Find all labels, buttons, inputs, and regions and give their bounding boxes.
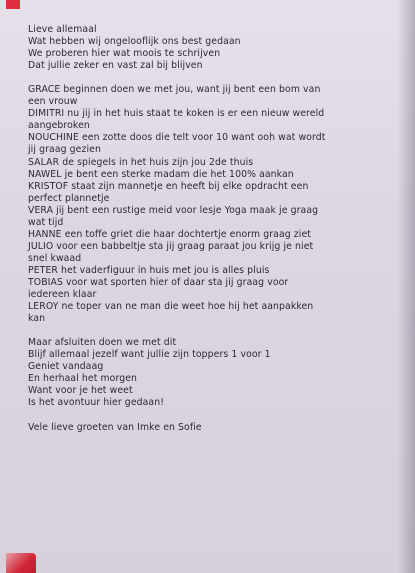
people-block <box>28 84 384 325</box>
person-line: LEROY ne toper van ne man die weet hoe hij het aanpakken <box>28 301 314 313</box>
intro-line: We proberen hier wat moois te schrijven <box>28 48 221 60</box>
closing-line: En herhaal het morgen <box>28 373 138 385</box>
intro-line: Dat jullie zeker en vast zal bij blijven <box>28 60 203 72</box>
page-shadow-edge <box>397 0 415 573</box>
closing-line: Blijf allemaal jezelf want jullie zijn toppers 1 voor 1 <box>28 349 271 361</box>
person-line: wat tijd <box>28 216 64 228</box>
person-line: NOUCHINE een zotte doos die telt voor 10 want ooh wat wordt <box>28 132 326 144</box>
greeting-line: Lieve allemaal <box>28 24 97 35</box>
closing-line: Is het avontuur hier gedaan! <box>28 397 165 409</box>
closing-line: Maar afsluiten doen we met dit <box>28 337 177 349</box>
spacer <box>28 72 384 84</box>
person-line: GRACE beginnen doen we met jou, want jij bent een bom van <box>28 84 321 96</box>
red-corner-top <box>6 0 20 9</box>
person-line: KRISTOF staat zijn mannetje en heeft bij elke opdracht een <box>28 180 309 192</box>
person-line: HANNE een toffe griet die haar dochtertje enorm graag ziet <box>28 228 312 240</box>
person-line: perfect plannetje <box>28 192 110 204</box>
signature-line: Vele lieve groeten van Imke en Sofie <box>28 421 202 433</box>
intro-block <box>28 24 384 72</box>
person-line: VERA jij bent een rustige meid voor lesje Yoga maak je graag <box>28 204 319 216</box>
intro-line: Wat hebben wij ongelooflijk ons best gedaan <box>28 36 241 48</box>
closing-line: Want voor je het weet <box>28 385 133 397</box>
person-line: snel kwaad <box>28 252 82 264</box>
person-line: JULIO voor een babbeltje sta jij graag paraat jou krijg je niet <box>28 240 314 252</box>
person-line: iedereen klaar <box>28 289 97 301</box>
person-line: PETER het vaderfiguur in huis met jou is alles pluis <box>28 264 270 276</box>
closing-line: Geniet vandaag <box>28 361 104 373</box>
person-line: aangebroken <box>28 120 90 132</box>
letter-text <box>28 24 384 434</box>
red-corner-bottom <box>6 553 36 573</box>
spacer <box>28 325 384 337</box>
spacer <box>28 410 384 422</box>
person-line: jij graag gezien <box>28 144 101 156</box>
person-line: SALAR de spiegels in het huis zijn jou 2de thuis <box>28 156 254 168</box>
closing-block <box>28 337 384 409</box>
person-line: NAWEL je bent een sterke madam die het 100% aankan <box>28 168 294 180</box>
person-line: TOBIAS voor wat sporten hier of daar sta jij graag voor <box>28 276 289 288</box>
person-line: DIMITRI nu jij in het huis staat te koken is er een nieuw wereld <box>28 108 325 120</box>
person-line: kan <box>28 313 46 325</box>
person-line: een vrouw <box>28 96 78 108</box>
